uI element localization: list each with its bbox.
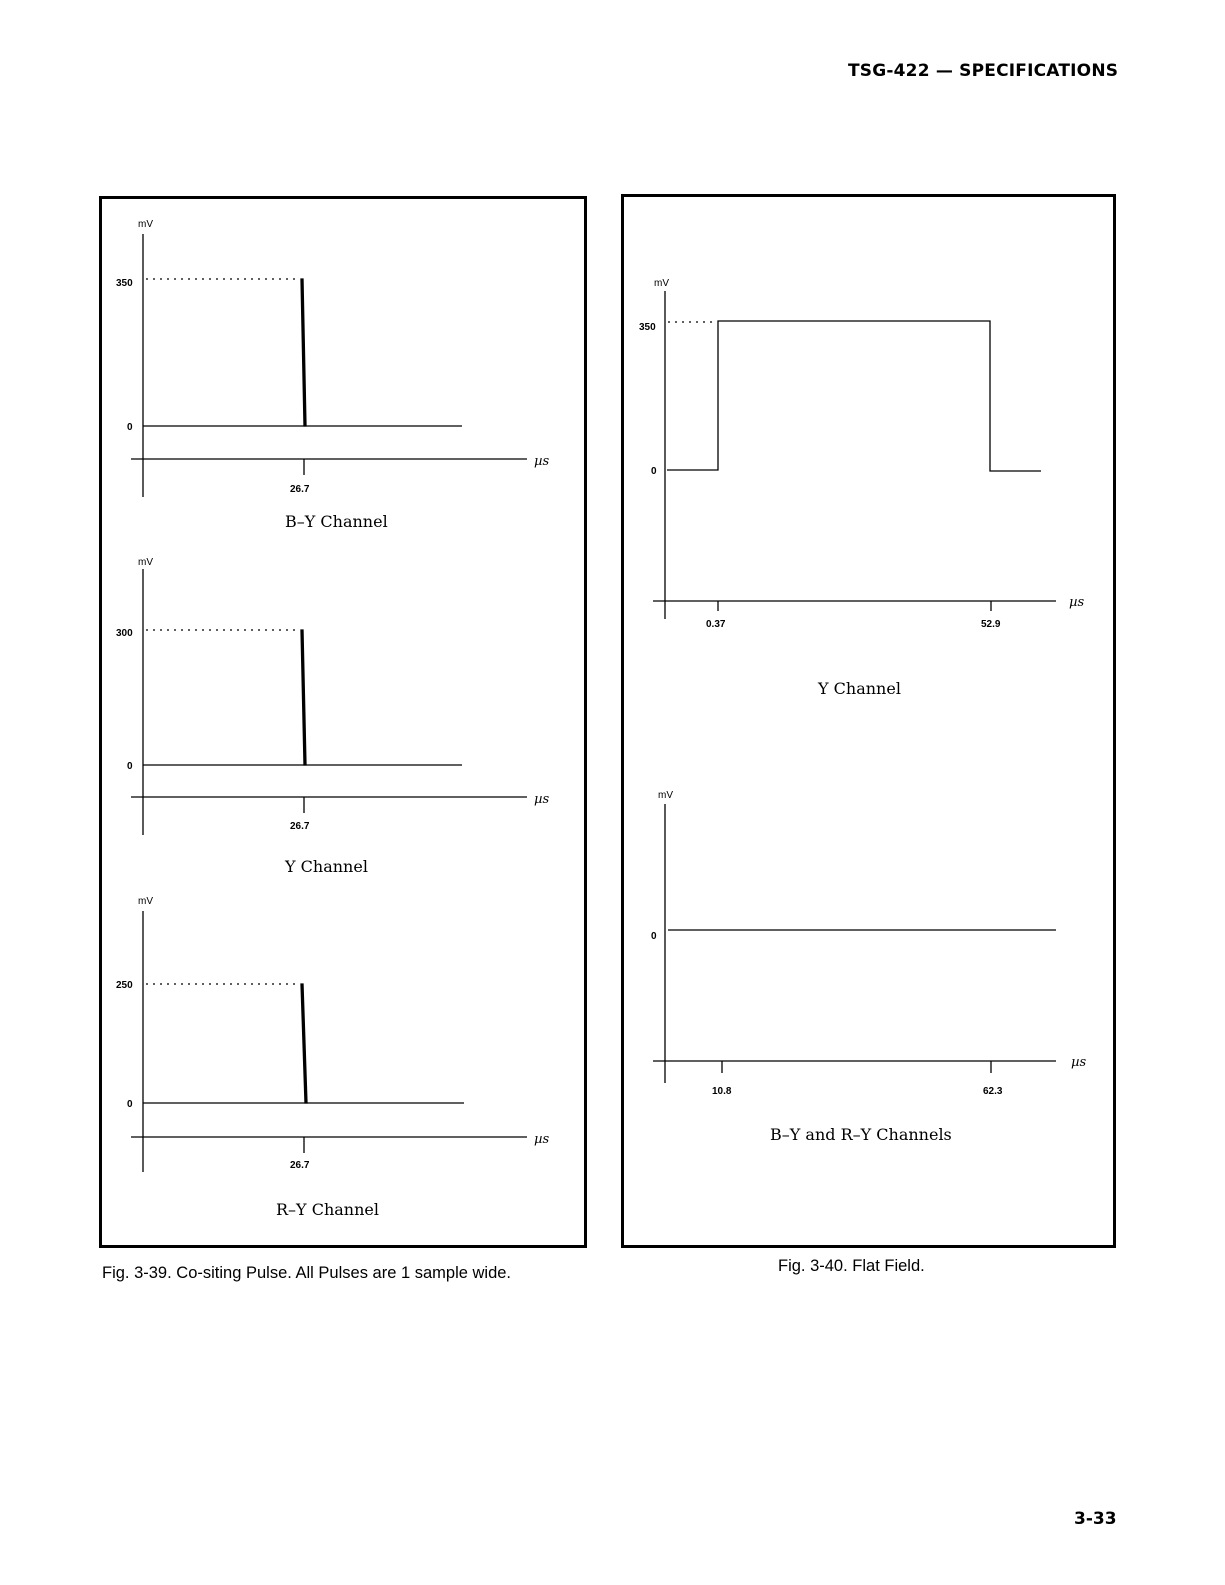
x-unit-label: µs (534, 792, 550, 807)
y-tick-zero: 0 (127, 761, 133, 772)
x-tick-pulse: 26.7 (290, 484, 310, 495)
y-tick-high: 350 (639, 322, 656, 333)
plot-title: R–Y Channel (276, 1200, 379, 1219)
plot-y-flat-field (653, 291, 1056, 619)
page-header: TSG-422 — SPECIFICATIONS (848, 61, 1119, 81)
x-unit-label: µs (1071, 1055, 1087, 1070)
y-tick-zero: 0 (651, 931, 657, 942)
x-tick-start: 10.8 (712, 1086, 732, 1097)
y-unit-label: mV (654, 278, 669, 289)
x-unit-label: µs (1069, 595, 1085, 610)
y-tick-zero: 0 (127, 1099, 133, 1110)
plot-b-y-pulse (131, 234, 527, 497)
plot-r-y-pulse (131, 911, 527, 1172)
figure-caption-3-40: Fig. 3-40. Flat Field. (778, 1257, 925, 1275)
figure-flat-field (621, 194, 1116, 1248)
y-tick-zero: 0 (127, 422, 133, 433)
flat-field-waveforms (624, 197, 1119, 1251)
y-unit-label: mV (658, 790, 673, 801)
x-tick-start: 0.37 (706, 619, 726, 630)
x-tick-end: 52.9 (981, 619, 1001, 630)
y-unit-label: mV (138, 896, 153, 907)
plot-y-pulse (131, 569, 527, 835)
y-unit-label: mV (138, 557, 153, 568)
y-unit-label: mV (138, 219, 153, 230)
y-tick-high: 300 (116, 628, 133, 639)
y-tick-high: 250 (116, 980, 133, 991)
figure-co-siting-pulse (99, 196, 587, 1248)
x-tick-pulse: 26.7 (290, 821, 310, 832)
x-unit-label: µs (534, 1132, 550, 1147)
plot-title: B–Y and R–Y Channels (770, 1125, 952, 1144)
y-tick-high: 350 (116, 278, 133, 289)
co-siting-waveforms (102, 199, 590, 1251)
plot-b-y-r-y-flat-field (653, 804, 1056, 1083)
x-tick-end: 62.3 (983, 1086, 1003, 1097)
page-number: 3-33 (1074, 1509, 1117, 1529)
figure-caption-3-39: Fig. 3-39. Co-siting Pulse. All Pulses are 1 sample wide. (102, 1264, 512, 1282)
plot-title: Y Channel (285, 857, 368, 876)
plot-title: B–Y Channel (285, 512, 388, 531)
x-tick-pulse: 26.7 (290, 1160, 310, 1171)
plot-title: Y Channel (818, 679, 901, 698)
x-unit-label: µs (534, 454, 550, 469)
y-tick-zero: 0 (651, 466, 657, 477)
